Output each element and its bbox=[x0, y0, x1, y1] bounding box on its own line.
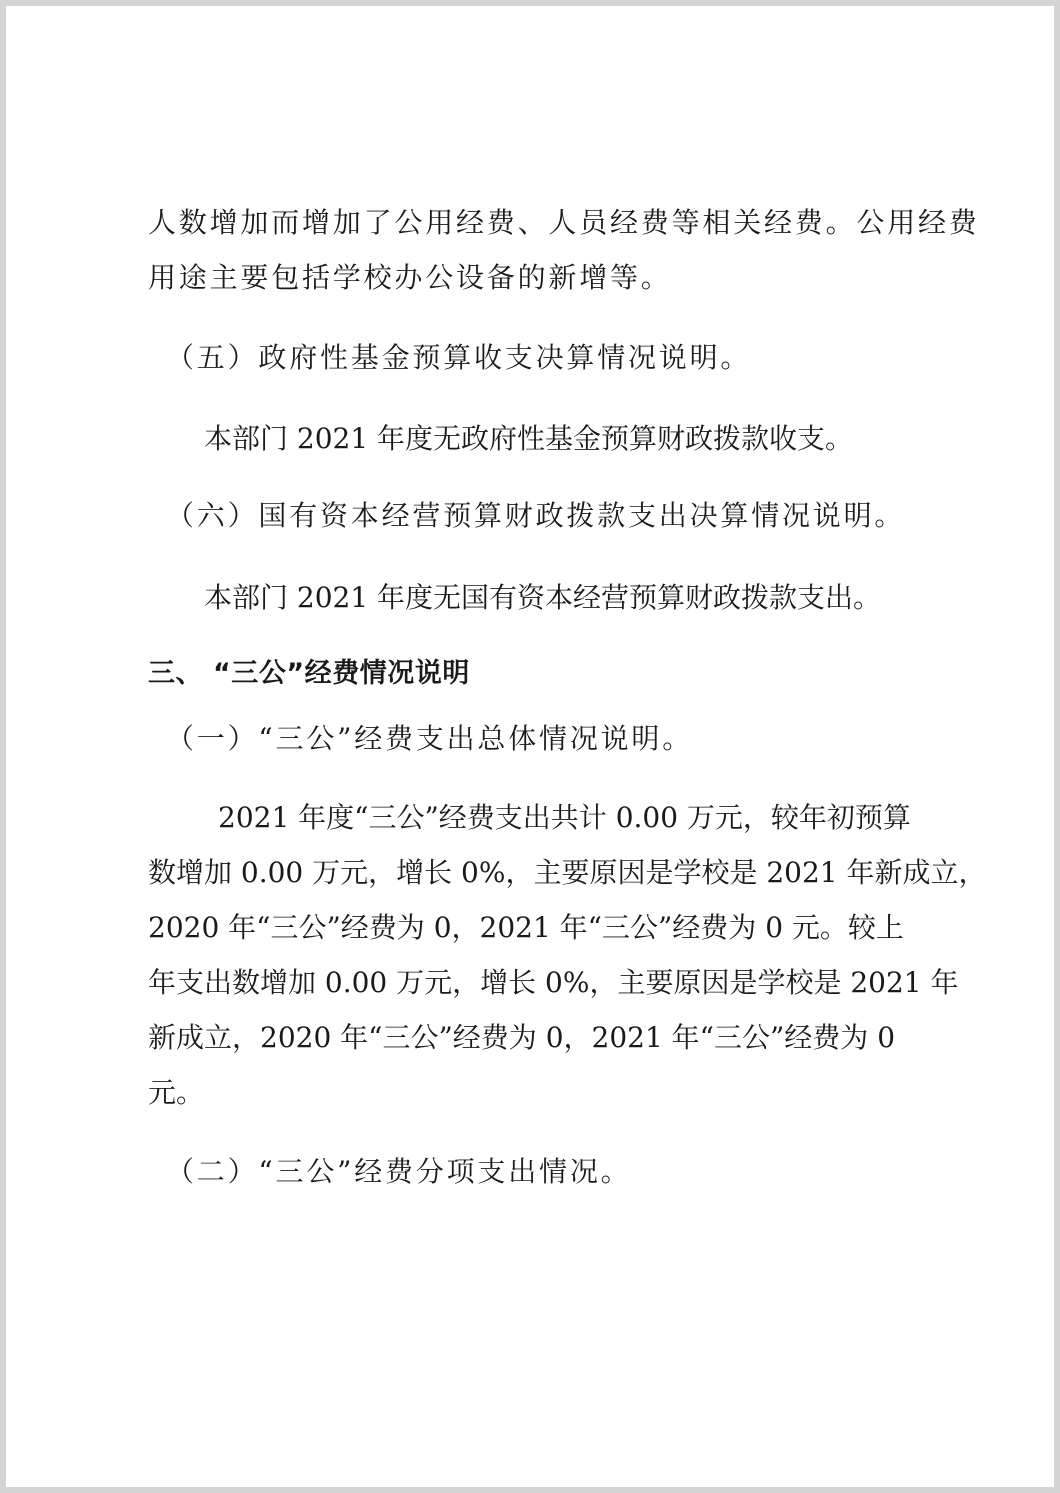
paragraph-line: 年支出数增加 0.00 万元，增长 0%，主要原因是学校是 2021 年 bbox=[148, 966, 959, 999]
paragraph-line: 本部门 2021 年度无政府性基金预算财政拨款收支。 bbox=[204, 422, 854, 455]
paragraph-line: 用途主要包括学校办公设备的新增等。 bbox=[148, 261, 672, 294]
subsection-heading: （五）政府性基金预算收支决算情况说明。 bbox=[166, 341, 752, 374]
subsection-heading: （六）国有资本经营预算财政拨款支出决算情况说明。 bbox=[166, 499, 906, 532]
paragraph-line: 2020 年“三公”经费为 0，2021 年“三公”经费为 0 元。较上 bbox=[148, 911, 904, 944]
subsection-heading: （一）“三公”经费支出总体情况说明。 bbox=[166, 722, 694, 755]
paragraph-line: 人数增加而增加了公用经费、人员经费等相关经费。公用经费 bbox=[148, 206, 980, 239]
paragraph-line: 2021 年度“三公”经费支出共计 0.00 万元，较年初预算 bbox=[218, 801, 911, 834]
paragraph-line: 数增加 0.00 万元，增长 0%，主要原因是学校是 2021 年新成立， bbox=[148, 856, 987, 889]
subsection-heading: （二）“三公”经费分项支出情况。 bbox=[166, 1155, 632, 1188]
paragraph-line: 新成立，2020 年“三公”经费为 0，2021 年“三公”经费为 0 bbox=[148, 1021, 896, 1054]
paragraph-line: 本部门 2021 年度无国有资本经营预算财政拨款支出。 bbox=[204, 581, 882, 614]
section-heading: 三、 “三公”经费情况说明 bbox=[148, 658, 470, 689]
paragraph-line: 元。 bbox=[148, 1076, 205, 1109]
